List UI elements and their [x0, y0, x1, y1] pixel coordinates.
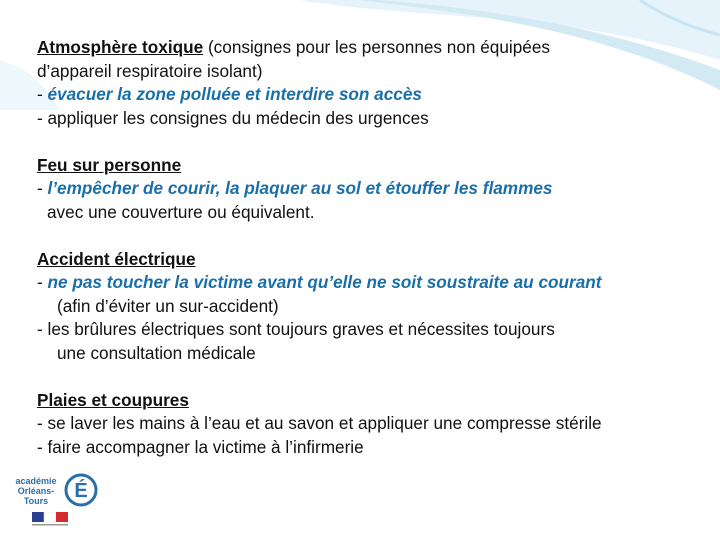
title-note: (consignes pour les personnes non équipées — [203, 37, 551, 57]
dash: - — [37, 84, 48, 104]
list-item — [37, 318, 707, 342]
logo-text — [6, 476, 66, 506]
section-title: Plaies et coupures — [37, 389, 189, 410]
item-continued: (afin d’éviter un sur-accident) — [57, 295, 279, 316]
title-note-continued: d’appareil respiratoire isolant) — [37, 60, 263, 81]
dash: - — [37, 413, 48, 433]
svg-text:É: É — [74, 480, 88, 502]
academy-logo — [6, 470, 98, 532]
section-fire — [37, 154, 707, 225]
item-text: appliquer les consignes du médecin des urgences — [47, 107, 429, 128]
list-item — [37, 107, 707, 131]
list-item — [37, 83, 707, 107]
logo-line-academie: académie — [15, 476, 57, 486]
section-title-line — [37, 36, 707, 60]
dash: - — [37, 178, 48, 198]
item-text: faire accompagner la victime à l’infirmerie — [47, 436, 364, 457]
section-title: Accident électrique — [37, 248, 196, 269]
list-item — [37, 177, 707, 201]
item-emphasis: évacuer la zone polluée et interdire son accès — [47, 84, 422, 104]
list-item — [37, 436, 707, 460]
dash: - — [37, 272, 48, 292]
section-wounds — [37, 389, 707, 460]
item-text: se laver les mains à l’eau et au savon et appliquer une compresse stérile — [47, 413, 602, 433]
dash: - — [37, 319, 48, 339]
logo-e-mark-icon — [64, 470, 98, 510]
item-emphasis: ne pas toucher la victime avant qu’elle ne soit soustraite au courant — [47, 272, 602, 292]
item-continued: une consultation médicale — [57, 342, 256, 363]
item-continued: avec une couverture ou équivalent. — [47, 201, 315, 222]
list-item — [37, 412, 707, 436]
item-emphasis: l’empêcher de courir, la plaquer au sol et étouffer les flammes — [47, 178, 553, 198]
republic-flag-icon — [32, 512, 68, 528]
item-text: les brûlures électriques sont toujours graves et nécessites toujours — [47, 319, 555, 339]
section-title: Feu sur personne — [37, 154, 182, 175]
section-toxic-atmosphere — [37, 36, 707, 130]
section-electric — [37, 248, 707, 366]
dash: - — [37, 107, 48, 128]
dash: - — [37, 436, 48, 457]
section-title: Atmosphère toxique — [37, 37, 204, 57]
list-item — [37, 271, 707, 295]
document-body — [37, 36, 707, 483]
logo-line-region: Orléans-Tours — [17, 486, 55, 506]
